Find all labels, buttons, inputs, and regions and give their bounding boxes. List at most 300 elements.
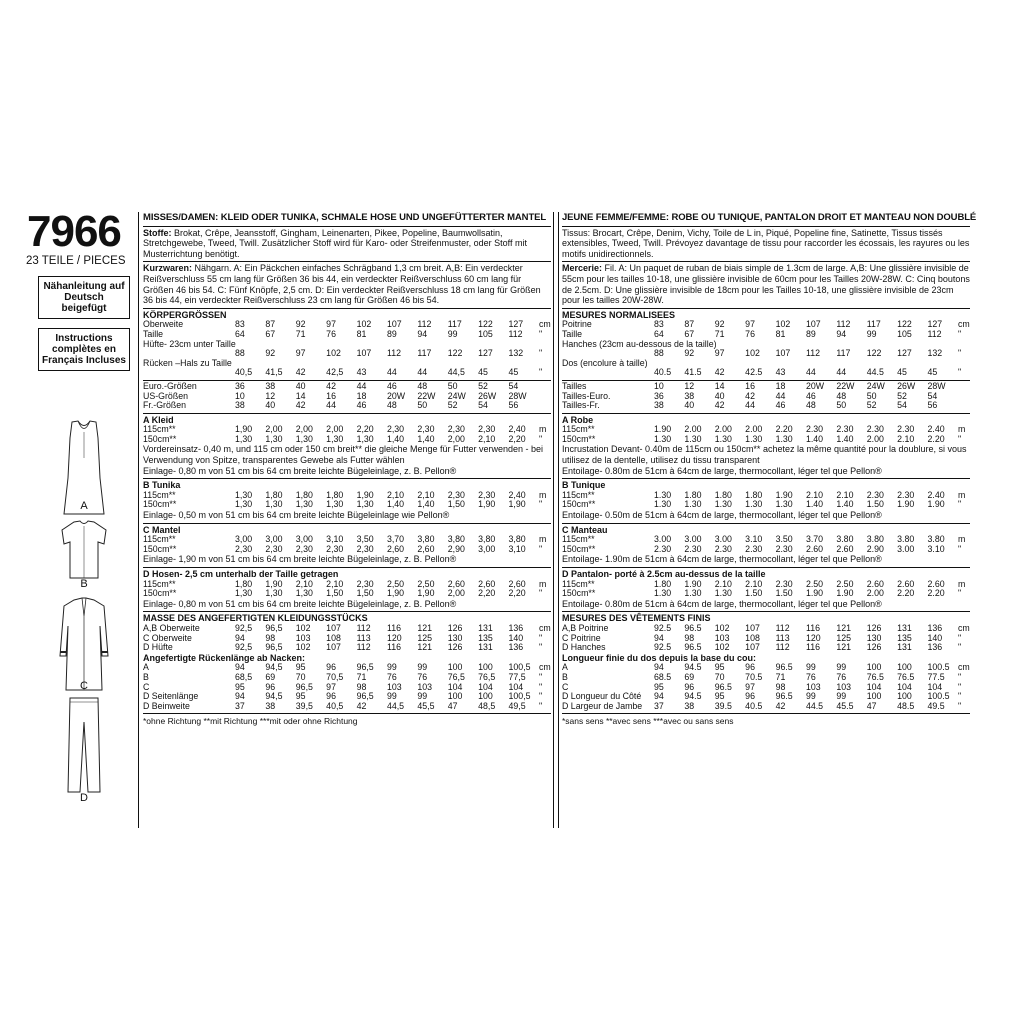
cell-value: 2,60 bbox=[508, 578, 526, 589]
notions-text: Nähgarn. A: Ein Päckchen einfaches Schrägband 1,3 cm breit. A,B: Ein verdeckter Reißverschluss 55 cm lang für Größen 36 bis 44, ein verdeckter Reißverschluss 60 cm lang für Größen 46 bis 54. C: Fünf Knöpfe, 2,5 cm. D: Ein verdeckter Reißverschluss 18 cm lang für Größen 36 bis 44, ein verdeckter Reißverschluss 23 cm lang für Größen 46 bis 54. bbox=[143, 263, 541, 306]
column-rule-mid-2 bbox=[558, 212, 559, 828]
cell-value: 112 bbox=[805, 348, 820, 359]
table-row bbox=[143, 545, 551, 555]
view-a-interfacing: Entoilage- 0.80m de 51cm à 64cm de large, thermocollant, léger tel que Pellon® bbox=[562, 465, 882, 476]
cell-value: 92 bbox=[295, 319, 306, 330]
cell-value: 2,20 bbox=[508, 433, 526, 444]
cell-value: 38 bbox=[684, 700, 695, 711]
d_rows-table bbox=[562, 580, 970, 599]
cell-value: 3.50 bbox=[775, 534, 793, 545]
cell-value: 54 bbox=[478, 400, 488, 411]
cell-value: 48.5 bbox=[897, 700, 915, 711]
table-row bbox=[143, 589, 551, 599]
cell-value: 107 bbox=[356, 348, 372, 359]
cell-value: 102 bbox=[326, 348, 341, 359]
cell-value: 52 bbox=[478, 380, 488, 391]
cell-value: 1.30 bbox=[714, 433, 732, 444]
view-a-note: Incrustation Devant- 0.40m de 115cm ou 150cm** achetez la même quantité pour la doublure, si vous utilisez de la dentelle, utilisez du tissu transparent bbox=[562, 444, 967, 466]
finished_rows-table bbox=[562, 624, 970, 653]
cell-unit: " bbox=[958, 671, 962, 682]
cell-value: 38 bbox=[235, 400, 245, 411]
cell-value: 1,90 bbox=[508, 499, 526, 510]
cell-value: 96.5 bbox=[684, 622, 702, 633]
cell-value: 96,5 bbox=[356, 691, 374, 702]
cell-value: 132 bbox=[508, 348, 524, 359]
cell-value: 112 bbox=[927, 328, 942, 339]
cell-unit: m bbox=[539, 489, 547, 500]
cell-value: 1,30 bbox=[295, 433, 313, 444]
c_rows-table bbox=[562, 535, 970, 554]
cell-value: 14 bbox=[714, 380, 725, 391]
cell-value: 2,40 bbox=[508, 489, 526, 500]
view-b-yardage-section bbox=[562, 479, 970, 523]
cell-value: 112 bbox=[775, 642, 790, 653]
cell-value: 1,50 bbox=[326, 588, 344, 599]
size_rows-table bbox=[143, 382, 551, 411]
cell-value: 3.70 bbox=[805, 534, 824, 545]
cell-value: 40 bbox=[265, 400, 276, 411]
cell-value: 135 bbox=[478, 632, 493, 643]
cell-value: 1.30 bbox=[745, 433, 763, 444]
cell-value: 95 bbox=[235, 681, 245, 692]
cell-value: 103 bbox=[386, 681, 402, 692]
row-label: 150cm** bbox=[143, 543, 177, 554]
cell-value: 1,90 bbox=[265, 578, 283, 589]
cell-unit: cm bbox=[958, 319, 970, 330]
cell-value: 103 bbox=[836, 681, 852, 692]
cell-value: 3,50 bbox=[356, 534, 374, 545]
row-label: Euro.-Größen bbox=[143, 380, 197, 391]
cell-value: 1.30 bbox=[745, 499, 763, 510]
cell-value: 99 bbox=[836, 691, 847, 702]
cell-value: 104 bbox=[447, 681, 463, 692]
cell-value: 1.80 bbox=[684, 489, 702, 500]
cell-value: 122 bbox=[447, 348, 463, 359]
cell-value: 1.80 bbox=[654, 578, 672, 589]
cell-value: 2.30 bbox=[654, 543, 672, 554]
cell-value: 100.5 bbox=[927, 691, 950, 702]
cell-value: 46 bbox=[805, 390, 816, 401]
cell-value: 3.80 bbox=[836, 534, 854, 545]
cell-value: 121 bbox=[417, 642, 433, 653]
pattern-number: 7966 bbox=[27, 207, 121, 256]
cell-value: 94 bbox=[654, 691, 664, 702]
row-label: A,B Poitrine bbox=[562, 622, 609, 633]
cell-value: 3,70 bbox=[386, 534, 405, 545]
cell-value: 76 bbox=[745, 328, 755, 339]
cell-value: 48,5 bbox=[478, 700, 496, 711]
cell-value: 2,30 bbox=[235, 543, 253, 554]
cell-value: 2,10 bbox=[417, 489, 435, 500]
cell-value: 96 bbox=[326, 691, 336, 702]
cell-value: 18 bbox=[775, 380, 786, 391]
cell-value: 3.80 bbox=[897, 534, 915, 545]
b_rows-table bbox=[562, 491, 970, 510]
notions-text: Fil. A: Un paquet de ruban de biais simple de 1.3cm de large. A,B: Une glissière invisible de 55cm pour les tailles 10-18, une glissière invisible de 60cm pour les Tailles 20W-28W. C: Cinq boutons de 2.5cm. D: Une glissière invisible de 18cm pour les Tailles 10-18, une glissière invisible de 23cm pour les tailles 20W-28W. bbox=[562, 263, 970, 306]
cell-value: 113 bbox=[356, 632, 371, 643]
cell-value: 2,10 bbox=[478, 433, 496, 444]
cell-value: 3,00 bbox=[235, 534, 253, 545]
cell-value: 1.40 bbox=[836, 433, 854, 444]
cell-value: 2.30 bbox=[866, 489, 884, 500]
cell-value: 2,60 bbox=[478, 578, 496, 589]
cell-value: 117 bbox=[447, 319, 462, 330]
cell-value: 45 bbox=[897, 367, 907, 378]
cell-value: 98 bbox=[684, 632, 695, 643]
row-label: 115cm** bbox=[562, 424, 595, 435]
cell-value: 2.30 bbox=[836, 424, 854, 435]
cell-value: 1.90 bbox=[654, 424, 672, 435]
cell-unit bbox=[958, 401, 970, 411]
table-row bbox=[562, 500, 970, 510]
cell-value: 100 bbox=[866, 662, 882, 673]
cell-value: 76 bbox=[386, 671, 397, 682]
cell-value: 2.90 bbox=[866, 543, 884, 554]
cell-value: 117 bbox=[836, 348, 851, 359]
c_rows-table bbox=[143, 535, 551, 554]
cell-value: 2.00 bbox=[684, 424, 702, 435]
cell-value: 2.40 bbox=[927, 424, 945, 435]
row-label: Dos (encolure à taille) bbox=[562, 357, 648, 368]
cell-value: 131 bbox=[897, 642, 912, 653]
cell-value: 3,80 bbox=[417, 534, 435, 545]
cell-value: 2,90 bbox=[447, 543, 465, 554]
cell-value: 45 bbox=[508, 367, 519, 378]
cell-unit: m bbox=[958, 578, 966, 589]
cell-value: 2,30 bbox=[447, 489, 465, 500]
cell-value: 2,00 bbox=[295, 424, 313, 435]
cell-value: 70.5 bbox=[745, 671, 763, 682]
cell-value: 1.90 bbox=[897, 499, 915, 510]
cell-value: 76,5 bbox=[447, 671, 465, 682]
cell-value: 77.5 bbox=[927, 671, 945, 682]
view-label-c: C bbox=[80, 680, 88, 692]
row-label: Poitrine bbox=[562, 319, 592, 330]
cell-value: 107 bbox=[745, 622, 760, 633]
cell-value: 1,90 bbox=[235, 424, 253, 435]
table-row bbox=[562, 643, 970, 653]
cell-value: 100 bbox=[478, 691, 493, 702]
cell-value: 2,10 bbox=[295, 578, 313, 589]
cell-unit bbox=[539, 401, 551, 411]
cell-value: 1.90 bbox=[775, 489, 793, 500]
cell-value: 112 bbox=[417, 319, 432, 330]
cell-value: 99 bbox=[805, 662, 816, 673]
cell-value: 1,30 bbox=[235, 499, 253, 510]
cell-value: 99 bbox=[417, 662, 428, 673]
cell-value: 126 bbox=[447, 622, 463, 633]
row-label: B bbox=[562, 671, 568, 682]
cell-value: 3.00 bbox=[897, 543, 915, 554]
cell-value: 99 bbox=[386, 662, 397, 673]
row-label: Tailles-Fr. bbox=[562, 400, 600, 411]
cell-value: 120 bbox=[805, 632, 821, 643]
cell-value: 1.30 bbox=[654, 433, 672, 444]
cell-value: 102 bbox=[714, 642, 730, 653]
cell-value: 120 bbox=[386, 632, 402, 643]
table-row bbox=[562, 368, 970, 378]
cell-value: 127 bbox=[478, 348, 493, 359]
cell-value: 87 bbox=[265, 319, 276, 330]
cell-value: 107 bbox=[386, 319, 402, 330]
cell-value: 2,20 bbox=[478, 588, 496, 599]
cell-value: 71 bbox=[356, 671, 367, 682]
cell-unit: " bbox=[958, 499, 962, 510]
cell-value: 99 bbox=[866, 328, 877, 339]
cell-unit: " bbox=[539, 588, 543, 599]
fabrics-text: Brokat, Crêpe, Jeansstoff, Gingham, Leinenarten, Pikee, Popeline, Baumwollsatin, Stretchgewebe, Tweed, Twill. Zusätzlicher Stoff wird für Karo- oder Streifenmuster, oder Stoff mit Musterrichtung benötigt. bbox=[143, 227, 528, 259]
cell-unit: " bbox=[539, 348, 543, 359]
cell-value: 1,30 bbox=[356, 433, 374, 444]
row-label: B bbox=[143, 671, 149, 682]
cell-value: 50 bbox=[866, 390, 877, 401]
cell-value: 105 bbox=[478, 328, 493, 339]
cell-value: 40 bbox=[714, 390, 725, 401]
table-row bbox=[143, 643, 551, 653]
cell-unit: " bbox=[958, 642, 962, 653]
cell-value: 112 bbox=[356, 642, 371, 653]
cell-value: 88 bbox=[654, 348, 664, 359]
cell-value: 2.00 bbox=[714, 424, 732, 435]
cell-value: 116 bbox=[386, 642, 401, 653]
pattern-title: MISSES/DAMEN: KLEID ODER TUNIKA, SCHMALE HOSE UND UNGEFÜTTERTER MANTEL bbox=[143, 212, 547, 223]
cell-value: 12 bbox=[684, 380, 695, 391]
cell-value: 44 bbox=[836, 367, 847, 378]
view-label-a: A bbox=[80, 500, 88, 512]
cell-value: 2.30 bbox=[714, 543, 732, 554]
finished_rows-table bbox=[143, 624, 551, 653]
cell-value: 102 bbox=[775, 319, 791, 330]
row-label: 150cm** bbox=[562, 588, 596, 599]
cell-value: 49,5 bbox=[508, 700, 526, 711]
cell-value: 95 bbox=[295, 691, 306, 702]
row-label: Fr.-Größen bbox=[143, 400, 187, 411]
cell-unit: m bbox=[539, 424, 547, 435]
cell-unit: " bbox=[958, 691, 962, 702]
cell-unit: " bbox=[539, 499, 543, 510]
cell-value: 50 bbox=[836, 400, 847, 411]
cell-value: 48 bbox=[805, 400, 816, 411]
cell-value: 121 bbox=[836, 642, 852, 653]
cell-value: 1.90 bbox=[836, 588, 854, 599]
cell-value: 20W bbox=[386, 390, 406, 401]
body-measurements-section bbox=[562, 309, 970, 381]
view-c-yardage-section bbox=[562, 524, 970, 568]
cell-value: 95 bbox=[714, 662, 725, 673]
cell-value: 98 bbox=[356, 681, 367, 692]
cell-value: 69 bbox=[265, 671, 276, 682]
garment-views bbox=[48, 418, 120, 810]
cell-value: 94 bbox=[235, 691, 245, 702]
cell-value: 64 bbox=[654, 328, 664, 339]
cell-value: 2,30 bbox=[265, 543, 283, 554]
cell-value: 52 bbox=[447, 400, 458, 411]
table-row bbox=[143, 359, 551, 369]
cell-value: 94 bbox=[654, 662, 664, 673]
cell-value: 2,30 bbox=[478, 424, 496, 435]
cell-value: 44,5 bbox=[447, 367, 465, 378]
cell-value: 22W bbox=[836, 380, 855, 391]
footnote: *sans sens **avec sens ***avec ou sans sens bbox=[562, 716, 734, 727]
cell-value: 116 bbox=[805, 622, 820, 633]
cell-value: 1,80 bbox=[295, 489, 313, 500]
cell-value: 1.50 bbox=[775, 588, 793, 599]
cell-value: 24W bbox=[866, 380, 885, 391]
cell-value: 105 bbox=[897, 328, 912, 339]
cell-value: 2,60 bbox=[447, 578, 465, 589]
row-label: Tailles-Euro. bbox=[562, 390, 611, 401]
cell-unit: cm bbox=[539, 662, 551, 673]
title-section bbox=[562, 212, 977, 227]
cell-value: 2.00 bbox=[745, 424, 763, 435]
cell-value: 1.30 bbox=[654, 489, 672, 500]
cell-value: 92,5 bbox=[235, 642, 253, 653]
cell-value: 1,30 bbox=[265, 588, 283, 599]
cell-value: 131 bbox=[897, 622, 912, 633]
cell-value: 44 bbox=[356, 380, 367, 391]
cell-value: 94 bbox=[836, 328, 847, 339]
cell-value: 1,90 bbox=[356, 489, 374, 500]
d_rows-table bbox=[143, 580, 551, 599]
cell-value: 2.50 bbox=[836, 578, 854, 589]
cell-value: 2.60 bbox=[836, 543, 854, 554]
row-label: Oberweite bbox=[143, 319, 184, 330]
table-row bbox=[143, 392, 551, 402]
cell-value: 40,5 bbox=[235, 367, 253, 378]
cell-value: 42 bbox=[714, 400, 725, 411]
cell-value: 40.5 bbox=[654, 367, 672, 378]
cell-value: 94 bbox=[235, 632, 245, 643]
cell-value: 107 bbox=[805, 319, 821, 330]
cell-value: 1,50 bbox=[356, 588, 374, 599]
cell-value: 70 bbox=[295, 671, 306, 682]
cell-value: 2.60 bbox=[897, 578, 915, 589]
cell-value: 3.80 bbox=[866, 534, 884, 545]
cell-value: 54 bbox=[508, 380, 519, 391]
cell-value: 44 bbox=[417, 367, 428, 378]
cell-value: 2.20 bbox=[775, 424, 793, 435]
back-length-title: Angefertigte Rückenlänge ab Nacken: bbox=[143, 652, 306, 663]
view-label-d: D bbox=[80, 792, 88, 804]
view-c-title: C Mantel bbox=[143, 524, 181, 535]
body_rows-table bbox=[143, 320, 551, 378]
cell-value: 117 bbox=[866, 319, 881, 330]
cell-value: 3,00 bbox=[478, 543, 496, 554]
cell-value: 3,80 bbox=[478, 534, 496, 545]
row-label: 115cm** bbox=[143, 424, 176, 435]
back_rows-table bbox=[562, 663, 970, 711]
cell-unit: " bbox=[539, 671, 543, 682]
cell-value: 136 bbox=[927, 622, 943, 633]
cell-value: 87 bbox=[684, 319, 695, 330]
cell-value: 92.5 bbox=[654, 642, 672, 653]
cell-value: 3.10 bbox=[927, 543, 945, 554]
row-label: 150cm** bbox=[562, 433, 596, 444]
cell-value: 71 bbox=[295, 328, 306, 339]
view-d-yardage-section bbox=[143, 568, 551, 612]
cell-value: 132 bbox=[927, 348, 943, 359]
cell-value: 96 bbox=[265, 681, 276, 692]
cell-value: 2,50 bbox=[417, 578, 435, 589]
cell-value: 64 bbox=[235, 328, 245, 339]
cell-value: 40,5 bbox=[326, 700, 344, 711]
cell-value: 1,80 bbox=[326, 489, 344, 500]
cell-unit: " bbox=[539, 642, 543, 653]
cell-unit: m bbox=[958, 424, 966, 435]
cell-value: 127 bbox=[927, 319, 943, 330]
b_rows-table bbox=[143, 491, 551, 510]
cell-value: 1,30 bbox=[326, 499, 344, 510]
row-label: 150cm** bbox=[143, 499, 177, 510]
cell-value: 69 bbox=[684, 671, 695, 682]
cell-value: 20W bbox=[805, 380, 825, 391]
cell-value: 2.10 bbox=[714, 578, 732, 589]
cell-value: 1.30 bbox=[654, 588, 672, 599]
cell-value: 100 bbox=[866, 691, 882, 702]
cell-value: 108 bbox=[745, 632, 760, 643]
cell-value: 97 bbox=[745, 681, 755, 692]
view-label-b: B bbox=[80, 578, 88, 590]
cell-value: 1.40 bbox=[805, 433, 824, 444]
cell-value: 2.00 bbox=[866, 588, 884, 599]
cell-value: 1.40 bbox=[836, 499, 854, 510]
cell-value: 2.30 bbox=[866, 424, 884, 435]
cell-value: 104 bbox=[866, 681, 882, 692]
cell-value: 2,00 bbox=[447, 588, 465, 599]
cell-value: 102 bbox=[714, 622, 730, 633]
cell-value: 1,80 bbox=[265, 489, 283, 500]
cell-value: 103 bbox=[295, 632, 311, 643]
cell-value: 94 bbox=[417, 328, 428, 339]
cell-value: 46 bbox=[775, 400, 786, 411]
cell-value: 42 bbox=[326, 380, 336, 391]
cell-value: 94 bbox=[654, 632, 664, 643]
cell-value: 45 bbox=[927, 367, 938, 378]
cell-value: 3,80 bbox=[508, 534, 526, 545]
cell-value: 52 bbox=[866, 400, 877, 411]
cell-value: 102 bbox=[295, 642, 311, 653]
cell-value: 54 bbox=[927, 390, 938, 401]
cell-value: 100 bbox=[897, 662, 912, 673]
view-a-yardage-section bbox=[562, 414, 970, 480]
cell-value: 42 bbox=[295, 400, 306, 411]
cell-value: 1.30 bbox=[684, 588, 702, 599]
cell-value: 42,5 bbox=[326, 367, 344, 378]
french-column bbox=[560, 212, 977, 727]
cell-value: 96,5 bbox=[265, 622, 283, 633]
cell-value: 104 bbox=[508, 681, 524, 692]
cell-value: 104 bbox=[478, 681, 493, 692]
cell-value: 89 bbox=[386, 328, 397, 339]
cell-value: 38 bbox=[265, 700, 276, 711]
view-d-yardage-section bbox=[562, 568, 970, 612]
row-label: 115cm** bbox=[562, 489, 595, 500]
cell-value: 1.30 bbox=[654, 499, 672, 510]
cell-value: 2,00 bbox=[447, 433, 465, 444]
table-row bbox=[562, 401, 970, 411]
cell-value: 71 bbox=[775, 671, 786, 682]
row-label: Tailles bbox=[562, 380, 587, 391]
cell-unit: " bbox=[958, 367, 962, 378]
cell-value: 92.5 bbox=[654, 622, 672, 633]
cell-value: 100 bbox=[478, 662, 493, 673]
row-label: D Beinweite bbox=[143, 700, 190, 711]
cell-value: 40 bbox=[295, 380, 306, 391]
view-a-title: A Kleid bbox=[143, 414, 174, 425]
view-a-interfacing: Einlage- 0,80 m von 51 cm bis 64 cm breite leichte Bügeleinlage, z. B. Pellon® bbox=[143, 465, 457, 476]
cell-value: 2.50 bbox=[805, 578, 824, 589]
left-rail bbox=[26, 207, 142, 371]
